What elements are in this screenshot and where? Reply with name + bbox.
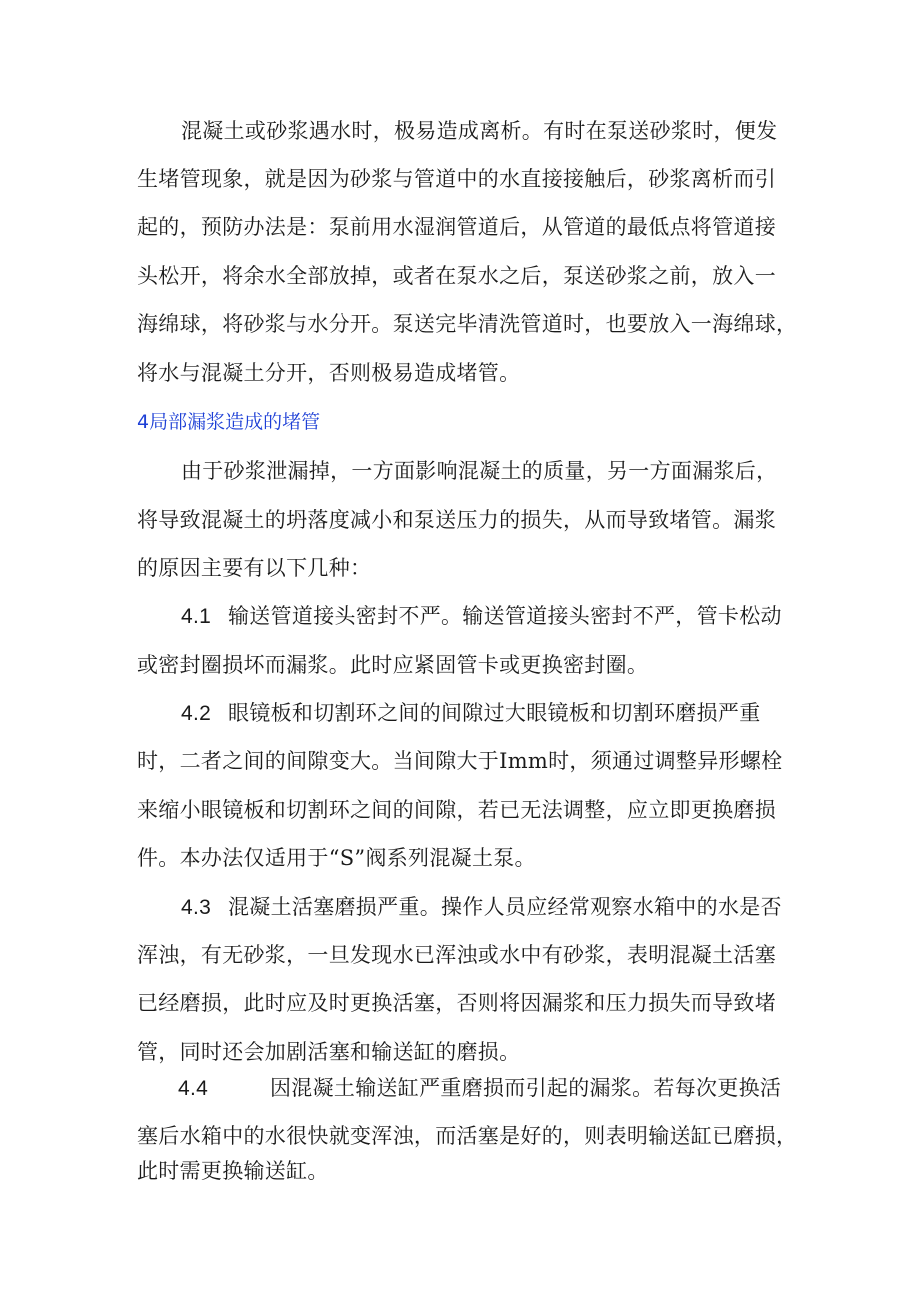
item-4-3-first-line bbox=[181, 892, 782, 923]
item-4-3-line-3: 已经磨损，此时应及时更换活塞，否则将因漏浆和压力损失而导致堵 bbox=[137, 991, 776, 1015]
paragraph-1-line-6: 将水与混凝土分开，否则极易造成堵管。 bbox=[137, 361, 521, 385]
item-4-3-line-2: 浑浊，有无砂浆，一旦发现水已浑浊或水中有砂浆，表明混凝土活塞 bbox=[137, 943, 776, 967]
item-4-3-line-4: 管，同时还会加剧活塞和输送缸的磨损。 bbox=[137, 1040, 521, 1064]
item-4-4-line-2: 塞后水箱中的水很快就变浑浊，而活塞是好的，则表明输送缸已磨损， bbox=[137, 1124, 798, 1148]
item-4-3-title: 混凝土活塞磨损严重。操作人员应经常观察水箱中的水是否 bbox=[228, 895, 782, 919]
item-4-2-title: 眼镜板和切割环之间的间隙过大眼镜板和切割环磨损严重 bbox=[228, 701, 761, 725]
item-4-2-line-4: 件。本办法仅适用于“S”阀系列混凝土泵。 bbox=[137, 846, 536, 870]
paragraph-1-line-5: 海绵球，将砂浆与水分开。泵送完毕清洗管道时，也要放入一海绵球， bbox=[137, 312, 798, 336]
paragraph-2-line-2: 将导致混凝土的坍落度减小和泵送压力的损失，从而导致堵管。漏浆 bbox=[137, 508, 776, 532]
item-4-4-first-line bbox=[178, 1073, 781, 1104]
item-4-3-number: 4.3 bbox=[181, 896, 212, 919]
paragraph-1-line-3: 起的，预防办法是：泵前用水湿润管道后，从管道的最低点将管道接 bbox=[137, 215, 776, 239]
paragraph-2-line-3: 的原因主要有以下几种： bbox=[137, 556, 372, 580]
section-heading: 4局部漏浆造成的堵管 bbox=[137, 411, 321, 433]
item-4-1-line-2: 或密封圈损坏而漏浆。此时应紧固管卡或更换密封圈。 bbox=[137, 653, 649, 677]
paragraph-1-line-2: 生堵管现象，就是因为砂浆与管道中的水直接接触后，砂浆离析而引 bbox=[137, 167, 776, 191]
item-4-1-number: 4.1 bbox=[181, 605, 212, 628]
item-4-4-title: 因混凝土输送缸严重磨损而引起的漏浆。若每次更换活 bbox=[270, 1076, 782, 1100]
item-4-1-first-line bbox=[181, 601, 782, 632]
item-4-2-number: 4.2 bbox=[181, 702, 212, 725]
item-4-2-line-2: 时，二者之间的间隙变大。当间隙大于Imm时，须通过调整异形螺栓 bbox=[137, 749, 783, 773]
item-4-2-first-line bbox=[181, 698, 761, 729]
paragraph-2-line-1: 由于砂浆泄漏掉，一方面影响混凝土的质量，另一方面漏浆后， bbox=[181, 459, 778, 483]
item-4-4-line-3: 此时需更换输送缸。 bbox=[137, 1159, 329, 1183]
paragraph-1-line-1: 混凝土或砂浆遇水时，极易造成离析。有时在泵送砂浆时，便发 bbox=[181, 119, 778, 143]
item-4-4-number: 4.4 bbox=[178, 1077, 209, 1100]
item-4-1-title: 输送管道接头密封不严。输送管道接头密封不严，管卡松动 bbox=[228, 604, 782, 628]
paragraph-1-line-4: 头松开，将余水全部放掉，或者在泵水之后，泵送砂浆之前，放入一 bbox=[137, 264, 776, 288]
item-4-2-line-3: 来缩小眼镜板和切割环之间的间隙，若已无法调整，应立即更换磨损 bbox=[137, 798, 776, 822]
